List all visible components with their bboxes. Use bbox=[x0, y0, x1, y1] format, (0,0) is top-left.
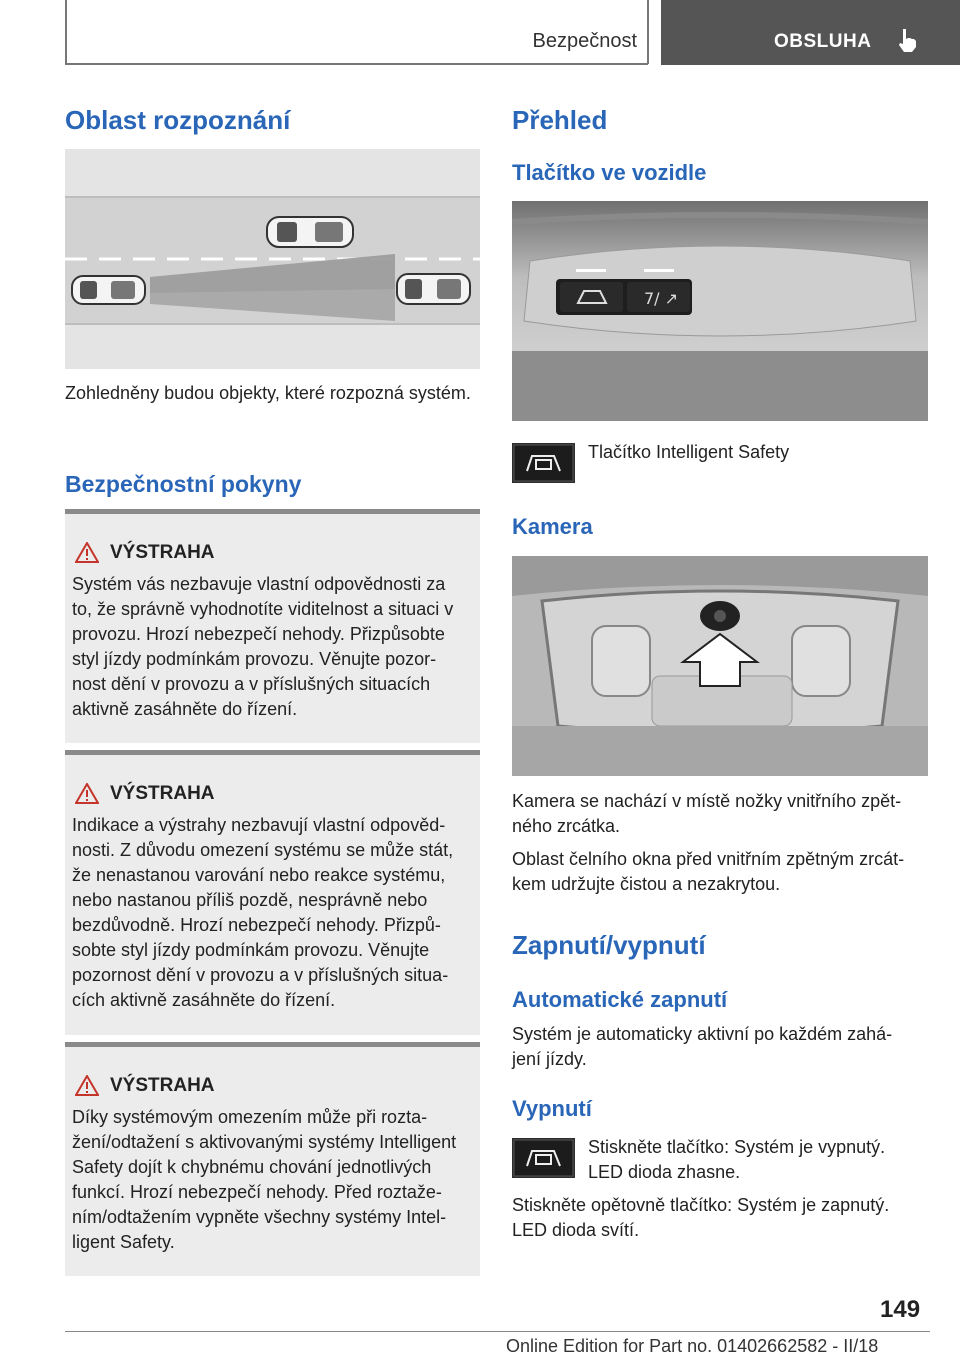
warning-line: bezdůvodně. Hrozí nebezpečí nehody. Přizpů- bbox=[72, 915, 441, 935]
camera-text-1 bbox=[512, 789, 901, 839]
header-bottom-rule bbox=[65, 63, 648, 65]
auto-on-text bbox=[512, 1022, 892, 1072]
warning-line: žení/odtažení s aktivovanými systémy Intelligent bbox=[72, 1132, 457, 1152]
button-caption: Tlačítko Intelligent Safety bbox=[588, 442, 790, 462]
section-title-detection-area: Oblast rozpoznání bbox=[65, 105, 291, 135]
camera-heading: Kamera bbox=[512, 514, 593, 539]
section-title-overview: Přehled bbox=[512, 105, 608, 135]
on-line: LED dioda svítí. bbox=[512, 1220, 640, 1240]
warning-line: provozu. Hrozí nebezpečí nehody. Přizpůsobte bbox=[72, 624, 445, 644]
camera-text-line: Oblast čelního okna před vnitřním zpětným zrcát- bbox=[512, 849, 905, 869]
header-section-title: Bezpečnost bbox=[532, 30, 637, 52]
hand-pointer-icon bbox=[895, 27, 921, 53]
auto-on-heading: Automatické zapnutí bbox=[512, 987, 728, 1012]
off-line: Stiskněte tlačítko: Systém je vypnutý. bbox=[588, 1137, 886, 1157]
warning-line: styl jízdy podmínkám provozu. Věnujte pozor- bbox=[72, 649, 437, 669]
vehicle-button-photo bbox=[512, 201, 928, 421]
warning-title: VÝSTRAHA bbox=[110, 1075, 215, 1096]
warning-line: cích aktivně zasáhněte do řízení. bbox=[72, 990, 336, 1010]
warning-line: sobte styl jízdy podmínkám provozu. Věnujte bbox=[72, 940, 430, 960]
camera-text-2 bbox=[512, 847, 904, 897]
header-right-rule bbox=[647, 0, 649, 64]
warning-line: ligent Safety. bbox=[72, 1232, 175, 1252]
warning-line: pozornost dění v provozu a v příslušných situa- bbox=[72, 965, 449, 985]
svg-text:7/ ↗: 7/ ↗ bbox=[644, 289, 679, 308]
intelligent-safety-button-icon bbox=[512, 1138, 575, 1178]
warning-line: Systém vás nezbavuje vlastní odpovědnosti za bbox=[72, 574, 446, 594]
intelligent-safety-button-icon bbox=[512, 443, 575, 483]
auto-on-line: jení jízdy. bbox=[512, 1049, 587, 1069]
warning-line: nost dění v provozu a v příslušných situacích bbox=[72, 674, 431, 694]
detection-caption-text: Zohledněny budou objekty, které rozpozná systém. bbox=[65, 383, 471, 403]
header-chapter-tab[interactable] bbox=[661, 0, 960, 65]
vehicle-button-heading: Tlačítko ve vozidle bbox=[512, 160, 707, 185]
camera-photo bbox=[512, 556, 928, 776]
page-number: 149 bbox=[880, 1296, 921, 1323]
off-line: LED dioda zhasne. bbox=[588, 1162, 741, 1182]
warning-line: Indikace a výstrahy nezbavují vlastní odpověd- bbox=[72, 815, 446, 835]
warning-line: nosti. Z důvodu omezení systému se může stát, bbox=[72, 840, 454, 860]
warning-line: Safety dojít k chybnému chování jednotlivých bbox=[72, 1157, 432, 1177]
camera-text-line: ného zrcátka. bbox=[512, 816, 621, 836]
warning-title: VÝSTRAHA bbox=[110, 542, 215, 563]
warning-triangle-icon bbox=[75, 783, 99, 804]
header-left-rule bbox=[65, 0, 67, 64]
warning-box-2 bbox=[65, 750, 480, 1035]
camera-text-line: kem udržujte čistou a nezakrytou. bbox=[512, 874, 781, 894]
warning-line: aktivně zasáhněte do řízení. bbox=[72, 699, 298, 719]
detection-area-illustration bbox=[65, 149, 480, 369]
warning-triangle-icon bbox=[75, 542, 99, 563]
warning-box-1 bbox=[65, 509, 480, 743]
warning-body bbox=[72, 572, 477, 722]
on-line: Stiskněte opětovně tlačítko: Systém je zapnutý. bbox=[512, 1195, 890, 1215]
warning-line: ním/odtažením vypněte všechny systémy Intel- bbox=[72, 1207, 447, 1227]
warning-triangle-icon bbox=[75, 1075, 99, 1096]
off-heading: Vypnutí bbox=[512, 1096, 592, 1121]
warning-line: to, že správně vyhodnotíte viditelnost a situaci v bbox=[72, 599, 454, 619]
warning-title: VÝSTRAHA bbox=[110, 783, 215, 804]
warning-body bbox=[72, 813, 477, 1013]
warning-line: funkcí. Hrozí nebezpečí nehody. Před roztaže- bbox=[72, 1182, 442, 1202]
footer-rule bbox=[65, 1331, 930, 1332]
on-text bbox=[512, 1193, 889, 1243]
warning-line: nebo nastanou příliš pozdě, nesprávně nebo bbox=[72, 890, 428, 910]
detection-caption bbox=[65, 381, 480, 406]
warning-box-3 bbox=[65, 1042, 480, 1276]
onoff-heading: Zapnutí/vypnutí bbox=[512, 930, 706, 960]
safety-instructions-heading: Bezpečnostní pokyny bbox=[65, 471, 302, 497]
header-tab-label: OBSLUHA bbox=[774, 31, 872, 52]
auto-on-line: Systém je automaticky aktivní po každém zahá- bbox=[512, 1024, 893, 1044]
warning-line: že nenastanou varování nebo reakce systému, bbox=[72, 865, 446, 885]
footer-edition: Online Edition for Part no. 01402662582 - II/18 bbox=[506, 1336, 879, 1356]
camera-text-line: Kamera se nachází v místě nožky vnitřního zpět- bbox=[512, 791, 902, 811]
off-text bbox=[588, 1135, 885, 1185]
warning-line: Díky systémovým omezením může při rozta- bbox=[72, 1107, 428, 1127]
warning-body bbox=[72, 1105, 477, 1255]
